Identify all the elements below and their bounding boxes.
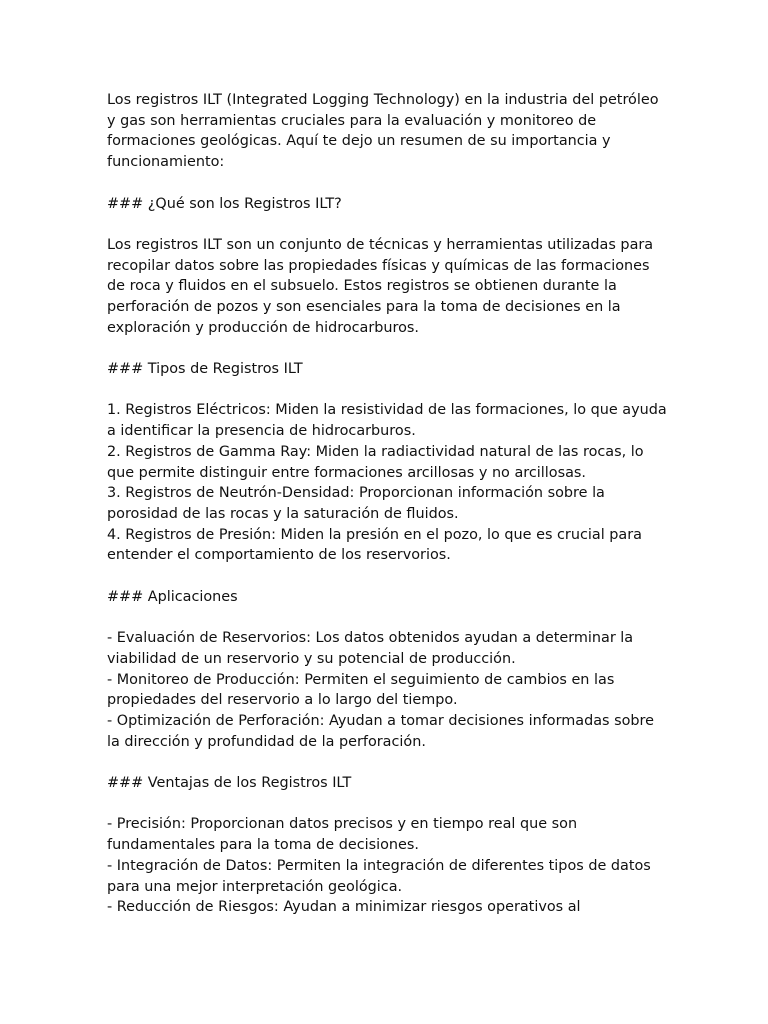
list-item: 2. Registros de Gamma Ray: Miden la radiactividad natural de las rocas, lo que permite distinguir entre formaciones arcillosas y no arcillosas. (107, 443, 644, 481)
intro-paragraph: Los registros ILT (Integrated Logging Technology) en la industria del petróleo y gas son herramientas cruciales para la evaluación y monitoreo de formaciones geológicas. Aquí te dejo un resumen de su importancia y funcionamiento: (107, 92, 659, 171)
document-page (107, 90, 667, 918)
list-item: - Optimización de Perforación: Ayudan a tomar decisiones informadas sobre la dirección y profundidad de la perforación. (107, 713, 654, 750)
section-heading-what-are: ### ¿Qué son los Registros ILT? (107, 195, 342, 212)
list-item: 1. Registros Eléctricos: Miden la resistividad de las formaciones, lo que ayuda a identificar la presencia de hidrocarburos. (107, 402, 667, 440)
types-list (107, 400, 667, 566)
section-heading-applications: ### Aplicaciones (107, 588, 238, 605)
section-body-what-are: Los registros ILT son un conjunto de técnicas y herramientas utilizadas para recopilar datos sobre las propiedades físicas y químicas de las formaciones de roca y fluidos en el subsuelo. Estos registros se obtienen durante la perforación de pozos y son esenciales para la toma de decisiones en la exploración y producción de hidrocarburos. (107, 236, 654, 336)
applications-list (107, 628, 667, 752)
list-item: - Precisión: Proporcionan datos precisos y en tiempo real que son fundamentales para la toma de decisiones. (107, 816, 578, 854)
section-heading-types: ### Tipos de Registros ILT (107, 361, 303, 378)
section-heading-advantages: ### Ventajas de los Registros ILT (107, 775, 352, 792)
list-item: - Evaluación de Reservorios: Los datos obtenidos ayudan a determinar la viabilidad de un reservorio y su potencial de producción. (107, 630, 634, 667)
list-item: - Integración de Datos: Permiten la integración de diferentes tipos de datos para una mejor interpretación geológica. (107, 857, 651, 895)
list-item: 4. Registros de Presión: Miden la presión en el pozo, lo que es crucial para entender el comportamiento de los reservorios. (107, 526, 642, 564)
list-item: 3. Registros de Neutrón-Densidad: Proporcionan información sobre la porosidad de las rocas y la saturación de fluidos. (107, 485, 605, 522)
advantages-list (107, 814, 667, 918)
list-item: - Reducción de Riesgos: Ayudan a minimizar riesgos operativos al (107, 899, 581, 916)
list-item: - Monitoreo de Producción: Permiten el seguimiento de cambios en las propiedades del reservorio a lo largo del tiempo. (107, 671, 615, 709)
